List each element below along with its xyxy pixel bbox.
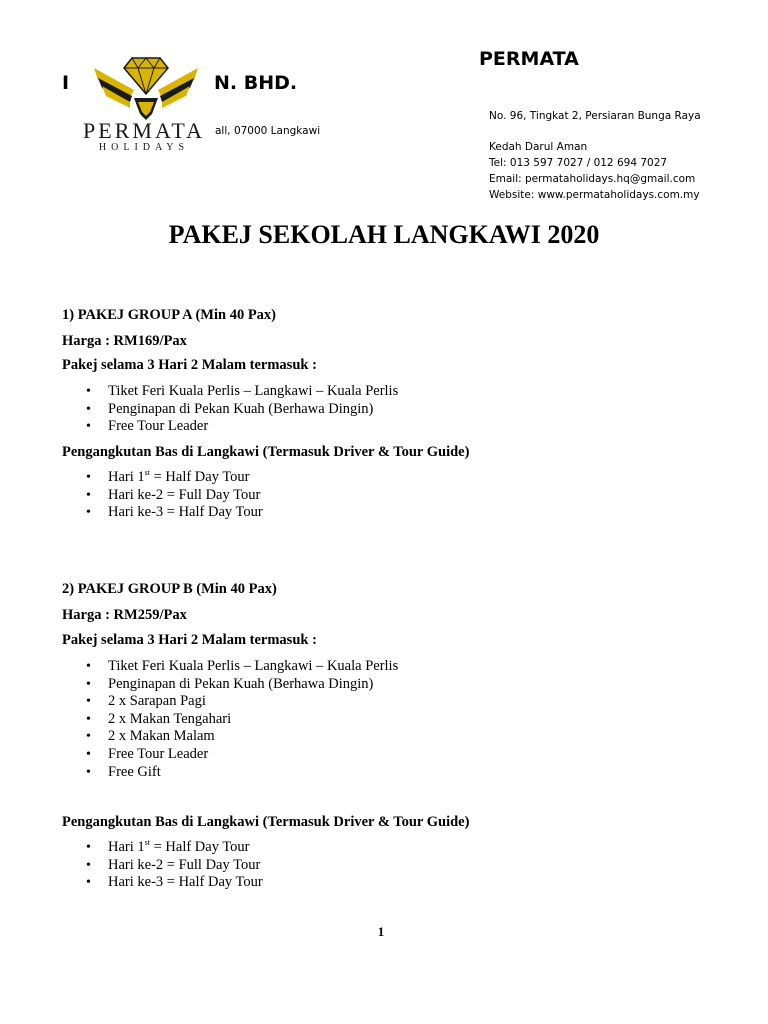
list-item: • Penginapan di Pekan Kuah (Berhawa Dingin)	[86, 676, 398, 694]
website: Website: www.permataholidays.com.my	[489, 189, 700, 201]
list-item: • Free Tour Leader	[86, 418, 398, 436]
logo-subtitle: HOLIDAYS	[98, 142, 190, 153]
group-b-heading: 2) PAKEJ GROUP B (Min 40 Pax)	[62, 581, 277, 597]
group-b-inclusions-list	[86, 658, 398, 781]
list-item: • Penginapan di Pekan Kuah (Berhawa Dingin)	[86, 401, 398, 419]
list-item: • 2 x Makan Tengahari	[86, 711, 398, 729]
group-b-package-intro: Pakej selama 3 Hari 2 Malam termasuk :	[62, 632, 317, 648]
group-a-price: Harga : RM169/Pax	[62, 333, 187, 349]
list-item: • 2 x Sarapan Pagi	[86, 693, 398, 711]
group-a-inclusions-list	[86, 383, 398, 436]
address-line-1: No. 96, Tingkat 2, Persiaran Bunga Raya	[489, 110, 701, 122]
company-name-prefix: I	[62, 72, 70, 94]
list-item: • 2 x Makan Malam	[86, 728, 398, 746]
group-a-transport-heading: Pengangkutan Bas di Langkawi (Termasuk Driver & Tour Guide)	[62, 444, 470, 460]
page-number: 1	[377, 924, 385, 939]
list-item: • Free Gift	[86, 764, 398, 782]
email: Email: permataholidays.hq@gmail.com	[489, 173, 696, 185]
telephone: Tel: 013 597 7027 / 012 694 7027	[489, 157, 668, 169]
group-a-heading: 1) PAKEJ GROUP A (Min 40 Pax)	[62, 307, 277, 323]
list-item: • Hari 1st = Half Day Tour	[86, 839, 263, 857]
list-item: • Tiket Feri Kuala Perlis – Langkawi – Kuala Perlis	[86, 658, 398, 676]
page-title: PAKEJ SEKOLAH LANGKAWI 2020	[168, 220, 600, 249]
list-item: • Hari ke-3 = Half Day Tour	[86, 504, 263, 522]
list-item: • Hari ke-2 = Full Day Tour	[86, 487, 263, 505]
group-b-transport-heading: Pengangkutan Bas di Langkawi (Termasuk Driver & Tour Guide)	[62, 814, 470, 830]
address-partial: all, 07000 Langkawi	[215, 125, 321, 137]
list-item: • Hari 1st = Half Day Tour	[86, 469, 263, 487]
list-item: • Hari ke-2 = Full Day Tour	[86, 857, 263, 875]
group-b-itinerary-list	[86, 839, 263, 892]
list-item: • Hari ke-3 = Half Day Tour	[86, 874, 263, 892]
address-line-2: Kedah Darul Aman	[489, 141, 588, 153]
group-a-itinerary-list	[86, 469, 263, 522]
list-item: • Free Tour Leader	[86, 746, 398, 764]
group-b-price: Harga : RM259/Pax	[62, 607, 187, 623]
company-name-suffix: N. BHD.	[214, 72, 298, 94]
logo-wordmark: PERMATA	[83, 118, 205, 143]
list-item: • Tiket Feri Kuala Perlis – Langkawi – Kuala Perlis	[86, 383, 398, 401]
group-a-package-intro: Pakej selama 3 Hari 2 Malam termasuk :	[62, 357, 317, 373]
company-heading: PERMATA	[479, 48, 579, 70]
